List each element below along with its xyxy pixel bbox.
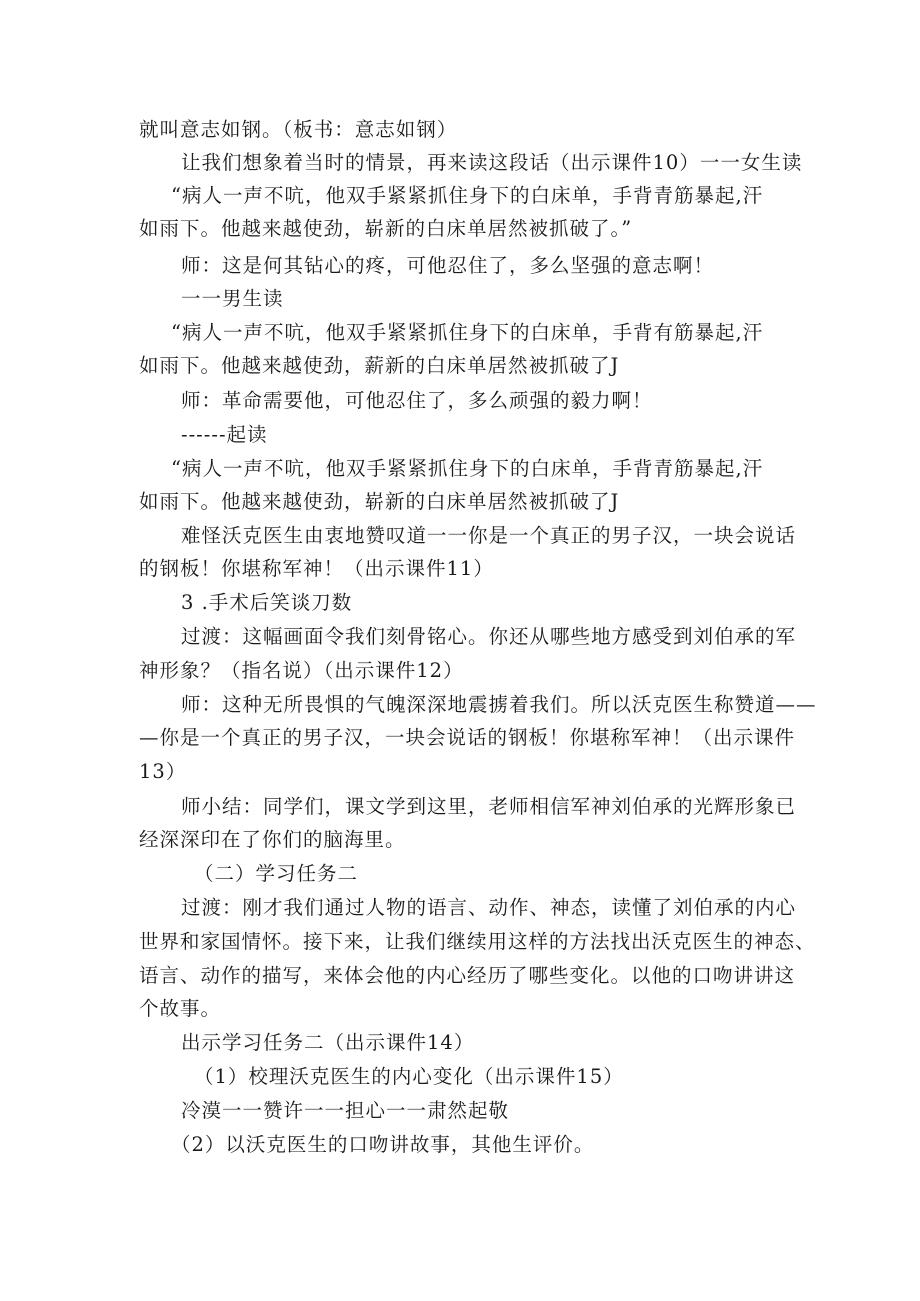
text-line-20: 13） — [139, 760, 187, 783]
text-line-13: 难怪沃克医生由衷地赞叹道一一你是一个真正的男子汉，一块会说话 — [181, 524, 797, 547]
text-line-15: 3 .手术后笑谈刀数 — [181, 591, 353, 614]
text-line-2: 让我们想象着当时的情景，再来读这段话（出示课件10）一一女生读 — [181, 151, 803, 174]
section-heading: （二）学习任务二 — [194, 862, 359, 885]
text-line-9: 师：革命需要他，可他忍住了，多么顽强的毅力啊！ — [181, 389, 653, 412]
text-line-30: 冷漠一一赞许一一担心一一肃然起敬 — [181, 1099, 510, 1122]
text-line-11: “病人一声不吭，他双手紧紧抓住身下的白床单，手背青筋暴起,汗 — [171, 457, 764, 480]
text-line-10: ------起读 — [181, 423, 268, 446]
text-line-28: 出示学习任务二（出示课件14） — [181, 1031, 475, 1054]
text-line-17: 神形象？（指名说）（出示课件12） — [139, 659, 464, 682]
text-line-5: 师：这是何其钻心的疼，可他忍住了，多么坚强的意志啊！ — [181, 254, 715, 277]
text-line-26: 语言、动作的描写，来体会他的内心经历了哪些变化。以他的口吻讲讲这 — [139, 964, 796, 987]
text-line-1: 就叫意志如钢。（板书：意志如钢） — [139, 118, 458, 141]
text-line-27: 个故事。 — [139, 997, 222, 1020]
text-line-14: 的钢板！你堪称军神！（出示课件11） — [139, 557, 494, 580]
text-line-21: 师小结：同学们，课文学到这里，老师相信军神刘伯承的光辉形象已 — [181, 795, 797, 818]
text-line-6: 一一男生读 — [181, 287, 284, 310]
text-line-12: 如雨下。他越来越使劲，崭新的白床单居然被抓破了J — [139, 490, 620, 513]
text-line-16: 过渡：这幅画面令我们刻骨铭心。你还从哪些地方感受到刘伯承的军 — [181, 625, 797, 648]
text-line-3: “病人一声不吭，他双手紧紧抓住身下的白床单，手背青筋暴起,汗 — [171, 184, 764, 207]
text-line-29: （1）校理沃克医生的内心变化（出示课件15） — [194, 1065, 624, 1088]
text-line-19: —你是一个真正的男子汉，一块会说话的钢板！你堪称军神！（出示课件 — [139, 726, 796, 749]
text-line-25: 世界和家国情怀。接下来，让我们继续用这样的方法找出沃克医生的神态、 — [139, 930, 816, 953]
text-line-31: （2）以沃克医生的口吻讲故事，其他生评价。 — [171, 1133, 595, 1156]
text-line-8: 如雨下。他越来越使劲，薪新的白床单居然被抓破了J — [139, 354, 620, 377]
text-line-18: 师：这种无所畏惧的气魄深深地震掳着我们。所以沃克医生称赞道—— — [181, 693, 817, 716]
text-line-24: 过渡：刚才我们通过人物的语言、动作、神态，读懂了刘伯承的内心 — [181, 896, 797, 919]
text-line-4: 如雨下。他越来越使劲，崭新的白床单居然被抓破了。” — [139, 217, 633, 240]
text-line-7: “病人一声不吭，他双手紧紧抓住身下的白床单，手背有筋暴起,汗 — [171, 321, 764, 344]
text-line-22: 经深深印在了你们的脑海里。 — [139, 828, 406, 851]
